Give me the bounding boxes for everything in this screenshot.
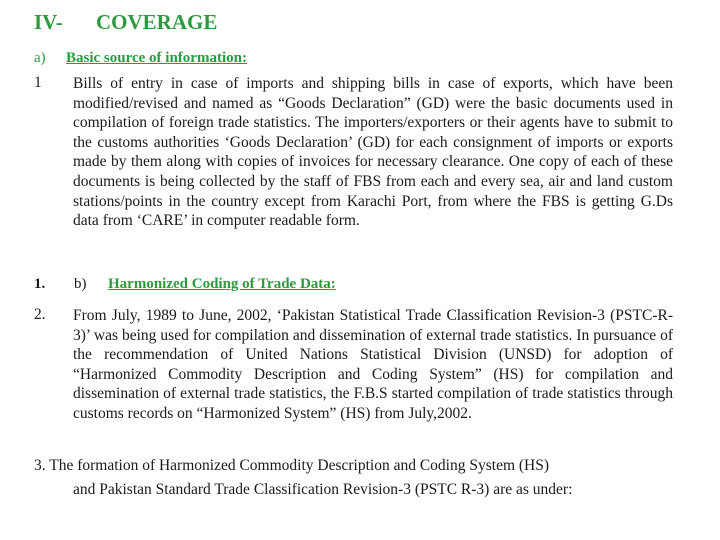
subsection-b-marker: b) bbox=[74, 276, 87, 292]
item-3-line-2: and Pakistan Standard Trade Classification Revision-3 (PSTC R-3) are as under: bbox=[73, 481, 573, 498]
item-1-paragraph: Bills of entry in case of imports and shipping bills in case of exports, which have been modified/revised and named as “Goods Declaration” (GD) were the basic documents used in compilation of foreign trade statistics. The importers/exporters or their agents have to submit to the customs authorities ‘Goods Declaration’ (GD) for each consignment of imports or exports made by them along with copies of invoices for necessary clearance. One copy of each of these documents is being collected by the staff of FBS from each and every sea, air and land custom stations/points in the country except from Karachi Port, from where the FBS is getting G.Ds data from ‘CARE’ in computer readable form. bbox=[73, 75, 673, 230]
section-heading bbox=[34, 10, 217, 35]
item-3-line-1: 3. The formation of Harmonized Commodity Description and Coding System (HS) bbox=[34, 457, 550, 474]
subsection-b-heading bbox=[34, 276, 336, 293]
subsection-a-heading bbox=[34, 50, 247, 67]
item-2-number: 2. bbox=[34, 306, 46, 323]
subsection-a-title: Basic source of information: bbox=[66, 50, 247, 66]
item-1-number: 1 bbox=[34, 74, 42, 91]
item-2-paragraph: From July, 1989 to June, 2002, ‘Pakistan Statistical Trade Classification Revision-3 (PSTC-R-3)’ was being used for compilation and dissemination of external trade statistics. In pursuance of the recommendation of United Nations Statistical Division (UNSD) for adoption of “Harmonized Commodity Description and Coding System” (HS) for compilation and dissemination of external trade statistics, the F.B.S started compilation of trade statistics through customs records on “Harmonized System” (HS) from July,2002. bbox=[73, 307, 673, 422]
subsection-b-title: Harmonized Coding of Trade Data: bbox=[108, 276, 336, 292]
subsection-a-marker: a) bbox=[34, 50, 46, 66]
section-title: COVERAGE bbox=[96, 10, 218, 34]
section-number: IV- bbox=[34, 10, 63, 34]
subsection-b-number: 1. bbox=[34, 276, 46, 292]
